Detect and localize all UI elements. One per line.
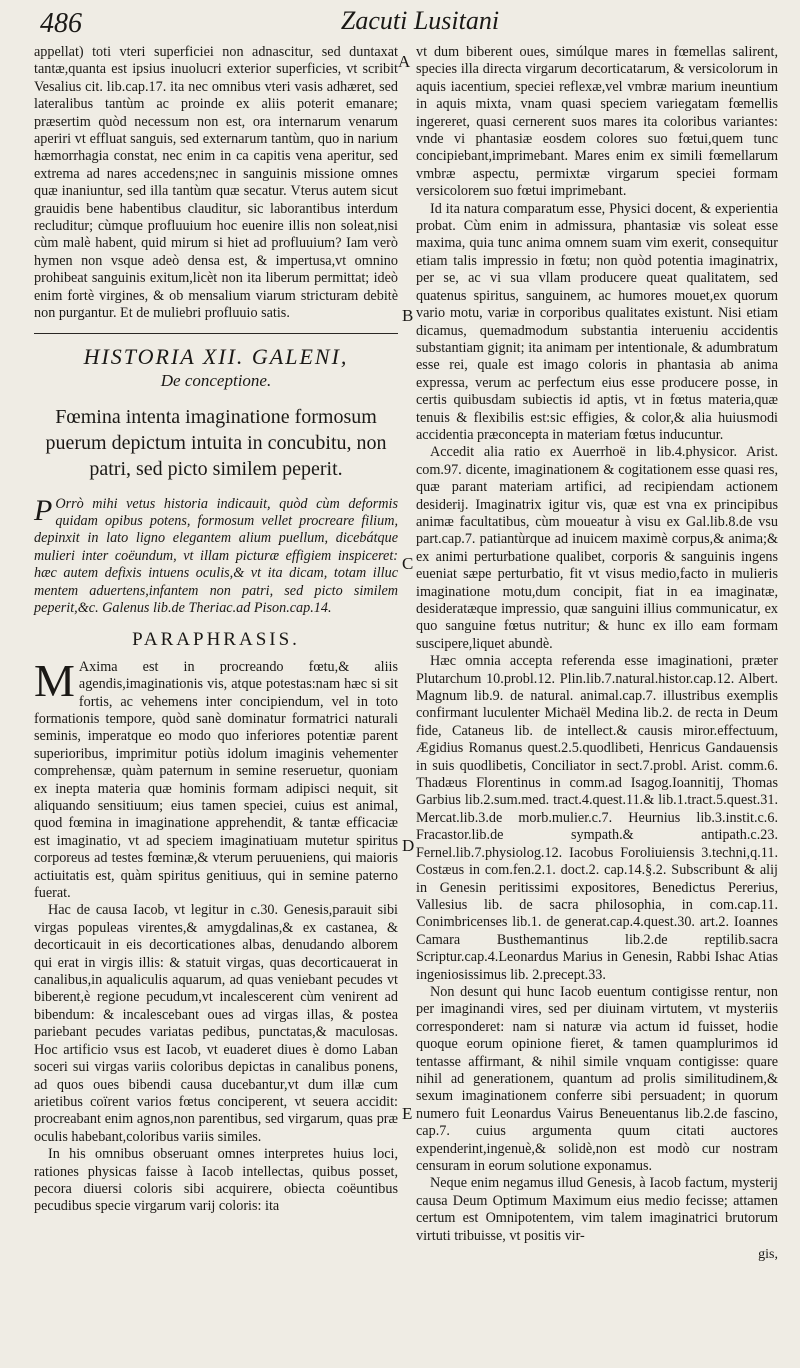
- right-paragraph-1: vt dum biberent oues, simúlque mares in fœmellas salirent, species illa directa virgarum decorticatarum, & versicolorum in aquis iacentium, speciei reflexæ,vel vmbræ marium ineuntium in aquis mixta, vnam quasi speciem variegatam fœmellis ingereret, quasi cernerent suos mares ita coloribus variantes: vnde vi phantasiæ eosdem colores suo fœtui,quem tunc concipiebant,imprimebant. Mares enim ex simili fœmellarum vmbræ aspectu, permixtæ virgarum speciei formam versicolorem suo fœtui imprimebant.: [416, 44, 778, 200]
- history-subtitle: De conceptione.: [160, 370, 272, 390]
- right-paragraph-5: Non desunt qui hunc Iacob euentum contigisse rentur, non per imaginandi vires, sed per diuinam virtutem, vt mysteriis corresponderet: nam si naturæ via actum id fuisset, hodie quoque eorum opinione fieret, & tamen quamplurimos id tentasse affirmant, & nihil simile vnquam contigisse: quare nihil ad generationem, quantum ad prolis similitudinem,& sexum imaginationem conferre sibi persuadent; in quorum numero fuit Leonardus Vairus Beneuentanus lib.2.de fascino, cap.7. cuius argumenta quum citati auctores expenderint,ingenuè,& solidè,non est modò cur nostram censuram in eorum solutione exponamus.: [416, 983, 778, 1174]
- quote-initial: P: [34, 493, 53, 527]
- right-paragraph-2: Id ita natura comparatum esse, Physici docent, & experientia probat. Cùm enim in admissura, phantasiæ vis soleat esse maxima, quia tunc anima omnem suam vim exerit, consequitur etiam talis impressio in fœtu; non quòd potentia imaginatrix, per se, ac vi sua vllam producere queat qualitatem, sed quatenus spiritus, sanguinem, ac humores mouet,ex quorum vario motu, variæ in corporibus qualitates existunt. Nisi etiam dicamus, quemadmodum substantia interueniu accidentis substantiam gignit; ita animam per intentionale, & adumbratum esse rei, quale est imago coloris in phantasia ab anima expressa, verum ac perfectum eius esse producere posse, in certis quibusdam subiectis id aptis, vt in fœtus materia,quæ tenuis & flexibilis est:sic effigies, & color,& alia huiusmodi accidentia præconcepta in materiam fœtus inducuntur.: [416, 200, 778, 443]
- margin-marker-a: A: [398, 52, 411, 71]
- right-paragraph-6: Neque enim negamus illud Genesis, à Iacob factum, mysterij causa Deum Optimum Maximum eius medio fecisse; attamen certum est Omnipotentem, vim talem imaginatrici brutorum virtuti tribuisse, vt positis vir-: [416, 1175, 778, 1244]
- page-number: 486: [40, 8, 82, 39]
- paraphrasis-paragraph-1: [34, 654, 398, 903]
- paraphrasis-title: PARAPHRASIS.: [132, 629, 300, 651]
- paraphrasis-paragraph-2: Hac de causa Iacob, vt legitur in c.30. Genesis,parauit sibi virgas populeas virentes,& amygdalinas,& ex castanea, & decorticauit in eis decorticationes albas, denudando alborem qui erat in virgis illis: & statuit virgas, quas decorticauerat in canalibus,in aqualiculis aquarum, ad quas veniebant pecudes vt biberent,è regione pecudum,vt incalescerent cùm venirent ad bibendum: & incalescebant oues ad virgas illas, & postea pariebant pecudes variatas pedibus, punctatas,& maculosas. Hoc artificio vsus est Iacob, vt euaderet diues è domo Laban soceri sui virgas variis coloribus depictas in canalibus ponens, ad quos oues bibendi causa ducebantur,vt dum illæ cum arietibus coïrent varios fœtus conciperent, vt seuera accidit: procreabant enim agnos,non parentibus, sed virgarum, quas præ oculis habebant,coloribus variis similes.: [34, 902, 398, 1145]
- running-title: Zacuti Lusitani: [340, 6, 500, 35]
- right-paragraph-3: Accedit alia ratio ex Auerrhoë in lib.4.physicor. Arist. com.97. dicente, imaginationem & cogitationem esse quasi res, quæ parant materiam artifici, ad recipiendam actionem desiderij. Imaginatrix igitur vis, quæ est vna ex principibus animæ facultatibus, cùm moueatur à visu ex Gal.lib.8.de vsu part.cap.7. patiantùrque ad inuicem maximè corpus,& anima;& ex animi perturbatione qualibet, corporis & sanguinis ingens eueniat sæpe perturbatio, fit vt visus medio,facto in mulieris imaginatione motu,dum concipit, fiat in ea imaginatæ, desideratæque impressio, quæ sanguini illius communicatur, ex quo sanguine fœtus nutritur; & hunc ex illo eam formam suscipere,liquet abundè.: [416, 444, 778, 652]
- paraphrasis-paragraph-1-text: Axima est in procreando fœtu,& aliis agendis,imaginationis vis, atque potestas:nam hæc si sit fortis, ac vehemens inter concipiendum, vel in toto formationis tempore, quòd sanè dominatur formatrici naturali seminis, imperatque eo modo quo inferiores potentiæ parent superioribus, imprimitur potiùs idolum imaginis vehementer comprehensæ, quàm paternum in semine reseruetur, quoniam ex inepta materia quæ hominis formam adipisci nequit, sit aliquando sensitiuum; eius tamen speciei, cuius est animal, quod fœmina in imaginatione apprehendit, & tantæ efficaciæ est imaginatio, vt ad speciem imaginatiuam mutetur spiritus corporeus ad testes fœminæ,& vterum peruueniens, qui maioris actiuitatis est, quàm spiritus genitiuus, qui in semine paterno fuerat.: [34, 658, 398, 902]
- history-headline: Fœmina intenta imaginatione formosum puerum depictum intuita in concubitu, non patri, sed picto similem peperit.: [45, 405, 387, 480]
- right-column: [416, 44, 778, 1263]
- margin-marker-d: D: [402, 836, 415, 855]
- margin-marker-b: B: [402, 306, 414, 325]
- section-rule: [34, 333, 398, 334]
- page-header: [0, 2, 800, 42]
- right-paragraph-4: Hæc omnia accepta referenda esse imaginationi, præter Plutarchum 10.probl.12. Plin.lib.7.natural.histor.cap.12. Albert. Magnum lib.9. de natural. animal.cap.7. illustribus exemplis confirmant luculenter Michaël Medina lib.2. de recta in Deum fide, Cataneus lib. de intellect.& causis miror.effectuum, Ægidius Romanus quest.2.5.quodlibeti, Henricus Gandauensis in suis quodlibetis, Conciliator in sect.7.probl. Arist. comm.6. Thadæus Florentinus in comm.ad Isagog.Ioannitij, Thomas Garbius lib.2.sum.med. tract.4.quest.11.& lib.1.tract.5.quest.31. Mercat.lib.3.de morb.mulier.c.7. Heurnius lib.3.instit.c.6. Fracastor.lib.de sympath.& antipath.c.23. Fernel.lib.7.physiolog.12. Iacobus Foroliuiensis 3.techni,q.11. Costæus in com.fen.2.1. doct.2. cap.14.§.2. Subscribunt & alij in Genesin peritissimi expositores, Benedictus Pererius, Vallesius lib. de sacra philosophia, in com.cap.11. Conimbricenses lib.1. de generat.cap.4.quest.30. art.2. Ioannes Camara Busthemantinus lib.2.de reptilib.sacra Scriptur.cap.4.Leonardus Marius in Genesin, Rabbi Ishac Atias ingeniosissimus lib. 2.precept.33.: [416, 653, 778, 983]
- history-heading: HISTORIA XII. GALENI,: [83, 343, 349, 369]
- intro-paragraph: appellat) toti vteri superficiei non adnascitur, sed duntaxat tantæ,quanta est ipsius inuolucri exterior superficies, vt scribit Vesalius cit. lib.cap.17. ita nec omnibus vteri vasis adhæret, sed lateralibus tantùm ac proinde ex aliis poterit emanare; præsertim quòd necessum non est, ora internarum venarum aperiri vt effluat sanguis, sed externarum tantùm, quo in narium hæmorrhagia constat, nec enim in ca capitis vena aperitur, sed extrema ad nares accedens;nec in sanguinis missione omnes quæ inaniuntur, sed illa tantùm quæ secatur. Vterus autem sicut grauidis bene habentibus clauditur, sic laborantibus interdum recluditur; cùmque profluuium hoc euenire illis non soleat,nisi cùm malè habent, quid mirum si hiet ad profluuium? Iam verò hymen non vsque adeò densa est, & impertusa,vt omnino prohibeat sanguinis exitum,licèt non ita liberum permittat; ideò enim fortè virgines, & ob mensalium viarum stricturam debitè non purgantur. Et de muliebri profluuio satis.: [34, 44, 398, 322]
- paraphrasis-paragraph-3: In his omnibus obseruant omnes interpretes huius loci, rationes physicas faisse à Iacob intellectas, quibus posset, pecora diuersi coloris sibi acquirere, obiecta coëuntibus pecudibus specie virgarum varij coloris: ita: [34, 1146, 398, 1215]
- catchword: gis,: [758, 1247, 778, 1263]
- quote-text: Orrò mihi vetus historia indicauit, quòd cùm deformis quidam opibus potens, formosum vellet procreare filium, depinxit in lato ligno elegantem alium puellum, dicebátque mulieri inter coëundum, vt illam picturæ effigiem inspiceret: hæc autem defixis intuens oculis,& vt ita dicam, totam illuc mentem aduertens,infantem non patri, sed picto similem peperit,&c. Galenus lib.de Theriac.ad Pison.cap.14.: [34, 495, 398, 616]
- drop-cap-initial: M: [34, 654, 75, 706]
- margin-marker-c: C: [402, 554, 414, 573]
- margin-marker-e: E: [402, 1104, 413, 1123]
- left-column: [34, 44, 398, 1216]
- galen-quote: [34, 493, 398, 618]
